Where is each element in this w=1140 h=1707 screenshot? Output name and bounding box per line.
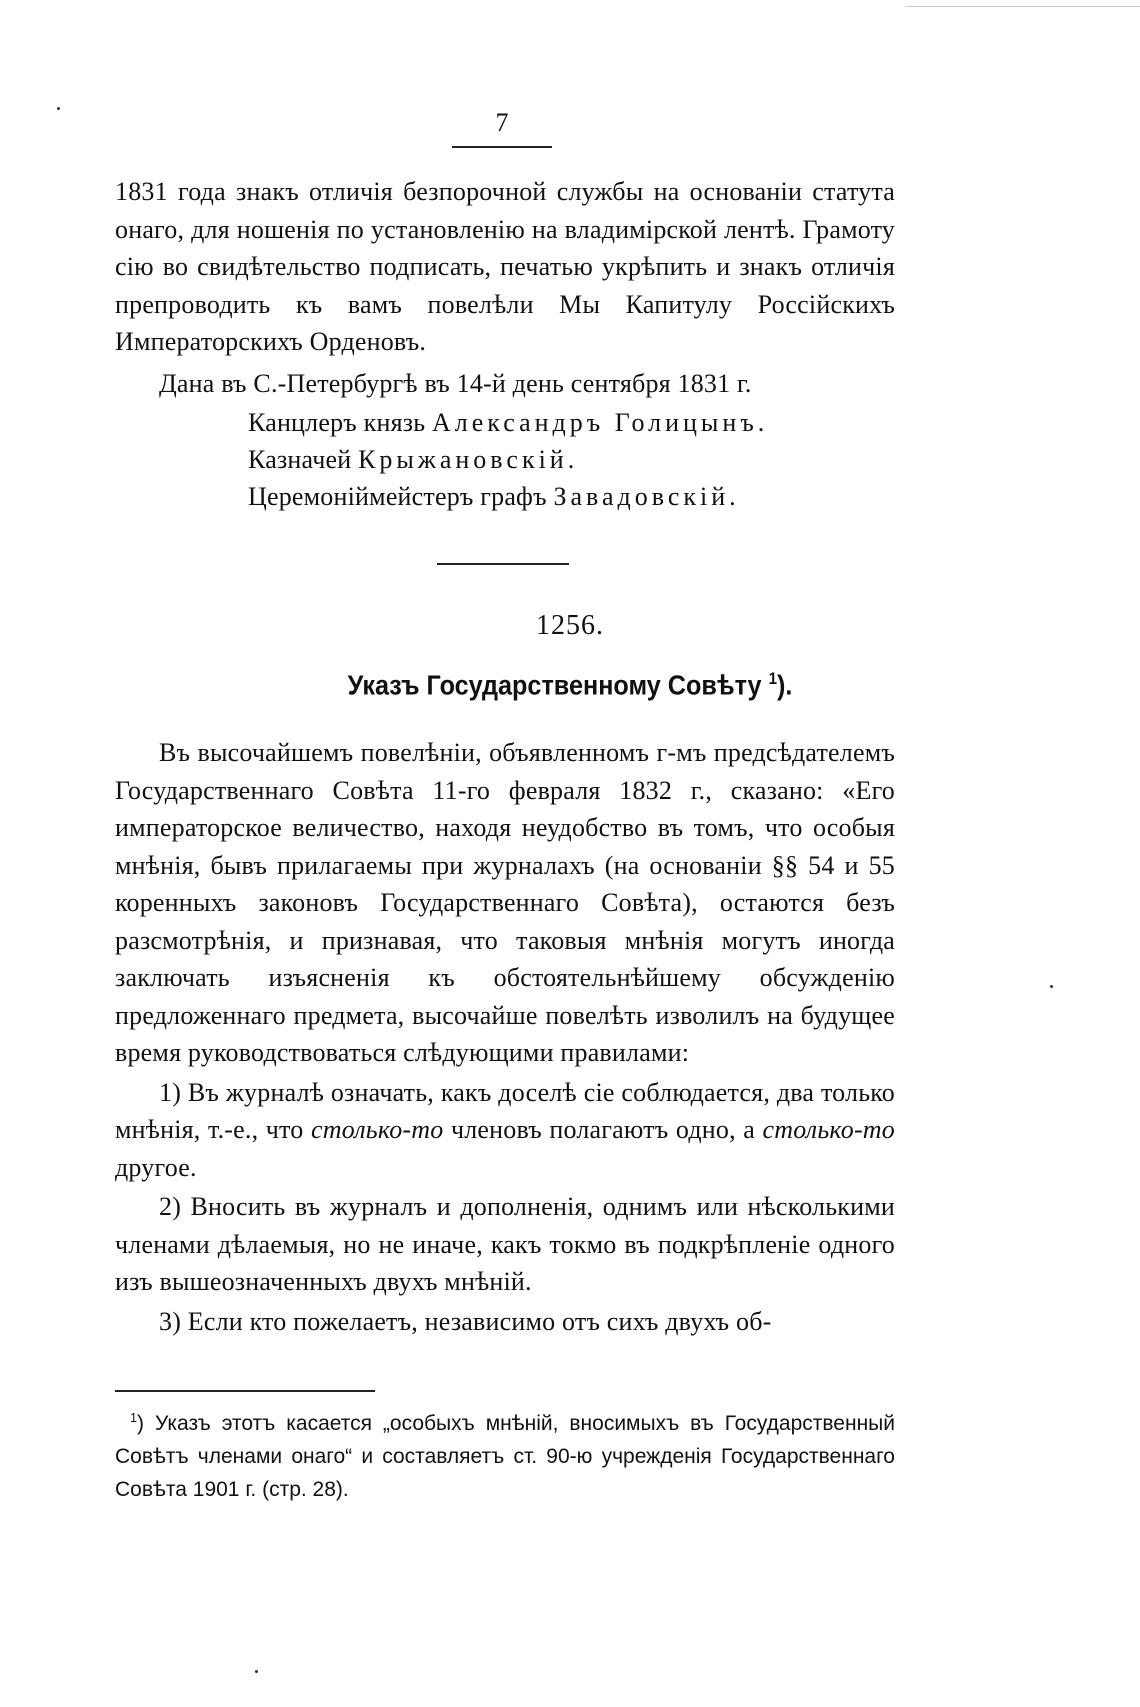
section-title-suffix: ). xyxy=(776,669,793,701)
signature-name: Крыжановскій. xyxy=(358,444,579,474)
footnote-rule xyxy=(115,1390,375,1392)
signature-role: Церемоніймейстеръ графъ xyxy=(248,481,547,511)
scan-edge-line xyxy=(905,6,1140,7)
rule-2: 2) Вносить въ журналъ и дополненія, однимъ или нѣсколькими членами дѣлаемыя, но не иначе, какъ токмо въ подкрѣпленіе одного изъ вышеозначенныхъ двухъ мнѣній. xyxy=(115,1192,895,1296)
page-number-block xyxy=(452,108,552,148)
opening-text xyxy=(115,173,895,515)
section-title-text: Указъ Государственному Совѣту xyxy=(347,669,762,701)
decree-body xyxy=(115,734,895,1340)
signature-master-of-ceremonies xyxy=(248,478,895,515)
signature-name: Александръ Голицынъ. xyxy=(431,407,769,437)
footnote xyxy=(115,1402,895,1506)
rule-1-text-a: 1) Въ журналѣ означать, какъ доселѣ сіе соблюдается, два только мнѣнія, т.-е., что xyxy=(115,1077,895,1144)
scan-speck xyxy=(1050,985,1053,988)
page-number-rule xyxy=(452,146,552,148)
signatures xyxy=(115,404,895,515)
scan-speck xyxy=(255,1670,258,1673)
rule-1-emphasis-b: столько-то xyxy=(762,1115,895,1144)
section-separator xyxy=(437,563,569,565)
footnote-mark: 1 xyxy=(130,1411,138,1425)
footnote-reference: 1 xyxy=(768,669,777,688)
opening-paragraph: 1831 года знакъ отличія безпорочной службы на основаніи статута онаго, для ношенія по установленію на владимірской лентѣ. Грамоту сію во свидѣтельство подписать, печатью укрѣпить и знакъ отличія препроводить къ вамъ повелѣли Мы Капитулу Россійскихъ Императорскихъ Орденовъ. xyxy=(115,177,895,356)
rule-3: 3) Если кто пожелаетъ, независимо отъ сихъ двухъ об- xyxy=(159,1306,772,1336)
rule-1 xyxy=(115,1074,895,1187)
signature-name: Завадовскій. xyxy=(553,481,740,511)
section-title xyxy=(57,669,1083,701)
rule-1-text-b: членовъ полагаютъ одно, а xyxy=(450,1115,756,1144)
signature-treasurer xyxy=(248,441,895,478)
footnote-text: ) Указъ этотъ касается „особыхъ мнѣній, вносимыхъ въ Государственный Совѣтъ членами онаго“ и составляетъ ст. 90-ю учрежденія Государственнаго Совѣта 1901 г. (стр. 28). xyxy=(115,1412,895,1501)
rule-1-text-c: другое. xyxy=(115,1152,197,1182)
rule-1-emphasis-a: столько-то xyxy=(310,1115,444,1144)
page-number: 7 xyxy=(495,108,509,137)
signature-role: Казначей xyxy=(248,444,352,474)
section-number: 1256. xyxy=(536,610,604,641)
scan-speck xyxy=(57,107,60,110)
signature-role: Канцлеръ князь xyxy=(248,407,426,437)
signature-chancellor xyxy=(248,404,895,441)
intro-paragraph: Въ высочайшемъ повелѣніи, объявленномъ г-мъ предсѣдателемъ Государственнаго Совѣта 11-го февраля 1832 г., сказано: «Его императорское величество, находя неудобство въ томъ, что особыя мнѣнія, бывъ прилагаемы при журналахъ (на основаніи §§ 54 и 55 коренныхъ законовъ Государственнаго Совѣта), остаются безъ разсмотрѣнія, и признавая, что таковыя мнѣнія могутъ иногда заключать изъясненія къ обстоятельнѣйшему обсужденію предложеннаго предмета, высочайше повелѣть изволилъ на будущее время руководствоваться слѣдующими правилами: xyxy=(115,738,895,1067)
dated-line: Дана въ С.-Петербургѣ въ 14-й день сентября 1831 г. xyxy=(159,368,752,398)
